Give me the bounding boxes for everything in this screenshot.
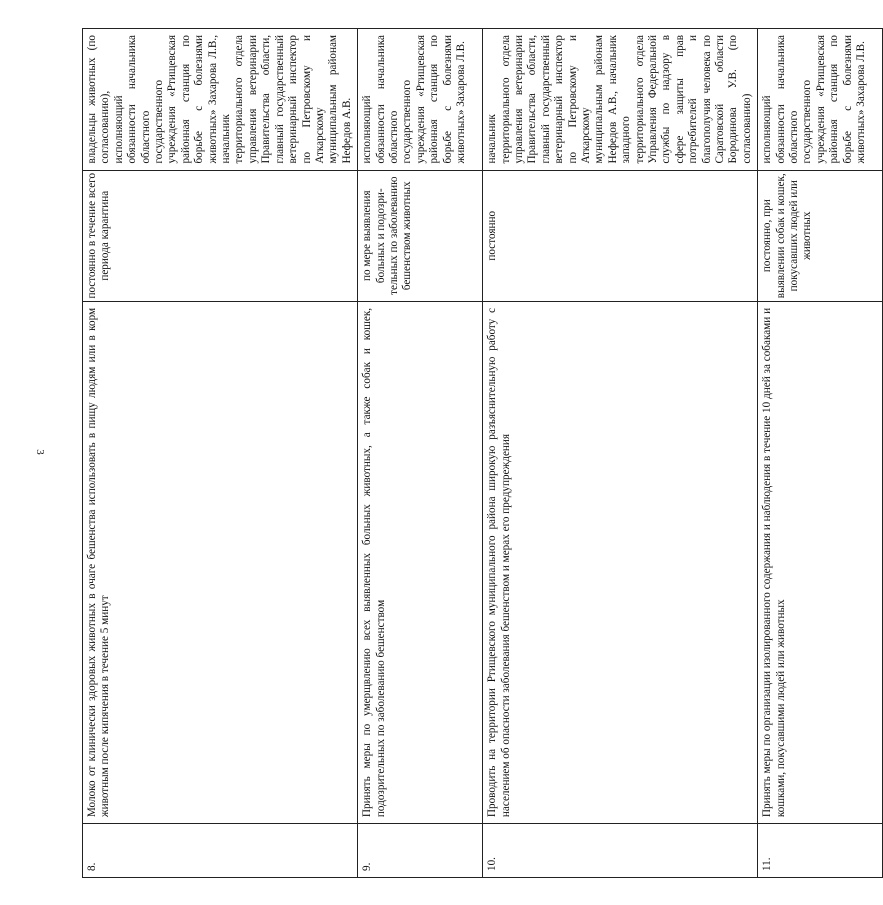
table-row: [358, 29, 483, 878]
term-text: по мере выявления больных и подозри-тельных по заболеванию бешенством животных: [358, 170, 483, 301]
measure-text: Молоко от клинически здоровых животных в очаге бешенства использовать в пищу людям или в корм животным после кипячения в течение 5 минут: [83, 301, 358, 823]
row-number: 10.: [483, 824, 758, 878]
term-text: постоянно: [483, 170, 758, 301]
table-row: [758, 29, 883, 878]
responsible-text: владельцы животных (по согласованию), исполняющий обязанности начальника областного государственного учреждения «Ртищевская районная станция по борьбе с болезнями животных» Захарова Л.В., начальник территориального отдела управления ветеринарии Правительства области, главный государственный ветеринарный инспектор по Петровскому и Аткарскому муниципальным районам Нефедов А.В.: [83, 29, 358, 171]
responsible-text: исполняющий обязанности начальника областного государственного учреждения «Ртищевская районная станция по борьбе с болезнями животных» Захарова Л.В.: [758, 29, 883, 171]
row-number: 11.: [758, 824, 883, 878]
page-number: 3: [34, 449, 46, 455]
measure-text: Проводить на территории Ртищевского муниципального района широкую разъяснительную работу с населением об опасности заболевания бешенством и мерах его предупреждения: [483, 301, 758, 823]
table-row: [83, 29, 358, 878]
row-number: 8.: [83, 824, 358, 878]
measure-text: Принять меры по умерщвлению всех выявленных больных животных, а также собак и кошек, подозрительных по заболеванию бешенством: [358, 301, 483, 823]
responsible-text: начальник территориального отдела управления ветеринарии Правительства области, главный государственный ветеринарный инспектор по Петровскому и Аткарскому муниципальным районам Нефедов А.В., начальник западного территориального отдела Управления Федеральной службы по надзору в сфере защиты прав потребителей и благополучия человека по Саратовской области Бородинова У.В. (по согласованию): [483, 29, 758, 171]
rotated-table-container: [82, 28, 868, 878]
responsible-text: исполняющий обязанности начальника областного государственного учреждения «Ртищевская районная станция по борьбе с болезнями животных» Захарова Л.В.: [358, 29, 483, 171]
term-text: постоянно, при выявлении собак и кошек, покусавших людей или животных: [758, 170, 883, 301]
term-text: постоянно в течение всего периода карантина: [83, 170, 358, 301]
row-number: 9.: [358, 824, 483, 878]
measure-text: Принять меры по организации изолированного содержания и наблюдения в течение 10 дней за собаками и кошками, покусавшими людей или животных: [758, 301, 883, 823]
measures-table: [82, 28, 883, 878]
table-row: [483, 29, 758, 878]
